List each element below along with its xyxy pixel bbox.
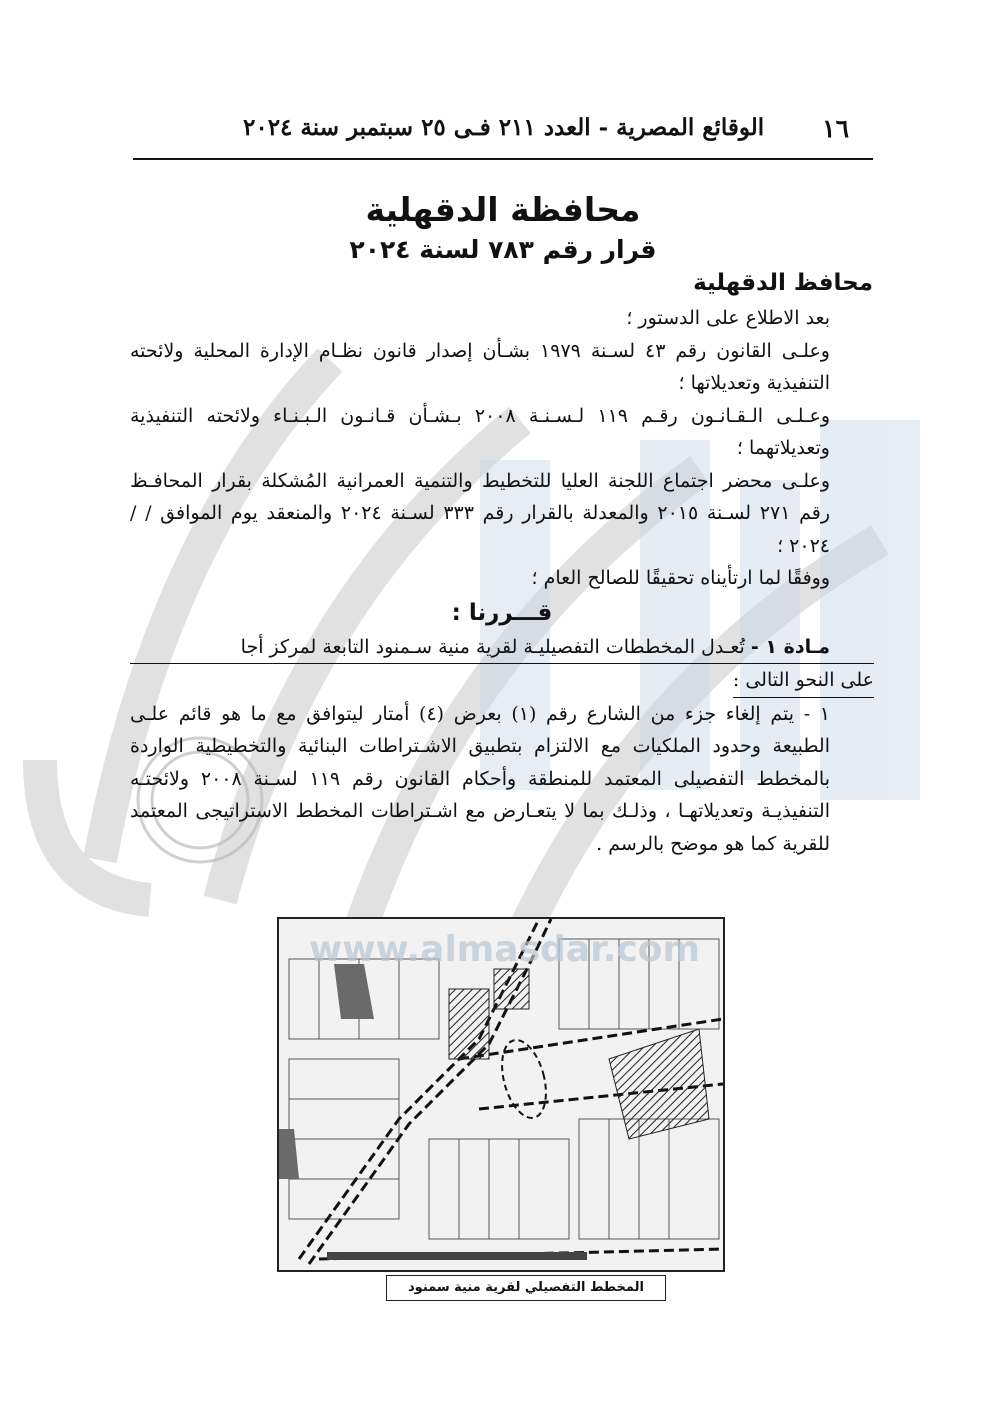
article-1-continuation: على النحو التالى : [733, 664, 874, 698]
preamble-paragraph: بعد الاطلاع على الدستور ؛ [626, 307, 830, 329]
article-1-label: مـادة ١ - [750, 635, 830, 658]
map-watermark-text: www.almasdar.com [309, 929, 700, 970]
article-1-heading [130, 631, 874, 665]
map-drawing [279, 919, 723, 1270]
decided-heading: قـــررنا : [451, 599, 553, 626]
map-caption: المخطط التفصيلي لقرية منية سمنود [386, 1275, 666, 1301]
running-title: الوقائع المصرية - العدد ٢١١ فـى ٢٥ سبتمبر سنة ٢٠٢٤ [243, 114, 765, 141]
article-1-text: تُعـدل المخططات التفصيليـة لقرية منية سـمنود التابعة لمركز أجا [240, 635, 745, 658]
governor-heading: محافظ الدقهلية [693, 270, 873, 296]
decree-body [130, 302, 874, 860]
preamble-paragraph: وعلـى القانون رقم ٤٣ لسـنة ١٩٧٩ بشـأن إصدار قانون نظـام الإدارة المحلية ولائحته التنفيذية وتعديلاتها ؛ [130, 339, 830, 394]
detailed-plan-map [277, 917, 725, 1272]
governorate-title: محافظة الدقهلية [365, 190, 641, 229]
preamble-paragraph: ووفقًا لما ارتأيناه تحقيقًا للصالح العام ؛ [531, 567, 830, 589]
preamble-paragraph: وعلـى محضر اجتماع اللجنة العليا للتخطيط والتنمية العمرانية المُشكلة بقرار المحافـظ رقم ٢٧١ لسـنة ٢٠١٥ والمعدلة بالقرار رقم ٣٣٣ لسـنة ٢٠٢٤ والمنعقد يوم الموافق / /٢٠٢٤ ؛ [130, 469, 831, 557]
page-header [133, 108, 873, 160]
title-block [133, 188, 873, 268]
preamble-paragraph: وعـلـى الـقـانـون رقـم ١١٩ لـسـنـة ٢٠٠٨ بـشـأن قـانـون الـبـنـاء ولائحته التنفيذية وتعديلاتهما ؛ [130, 404, 830, 459]
page-number: ١٦ [822, 114, 849, 143]
decree-title: قرار رقم ٧٨٣ لسنة ٢٠٢٤ [349, 235, 657, 264]
article-1-item-1: ١ - يتم إلغاء جزء من الشارع رقم (١) بعرض (٤) أمتار ليتوافق مع ما هو قائم علـى الطبيعة وحدود الملكيات مع الالتزام بتطبيق الاشـتراطات البنائية والتخطيطية الواردة بالمخطط التفصيلى المعتمد للمنطقة وأحكام القانون رقم ١١٩ لسـنة ٢٠٠٨ ولائحتـه التنفيذيـة وتعديلاتهـا ، وذلـك بما لا يتعـارض مع اشـتراطات المخطط الاستراتيجى المعتمد للقرية كما هو موضح بالرسم . [130, 702, 831, 855]
article-1-continuation-line [130, 664, 874, 698]
